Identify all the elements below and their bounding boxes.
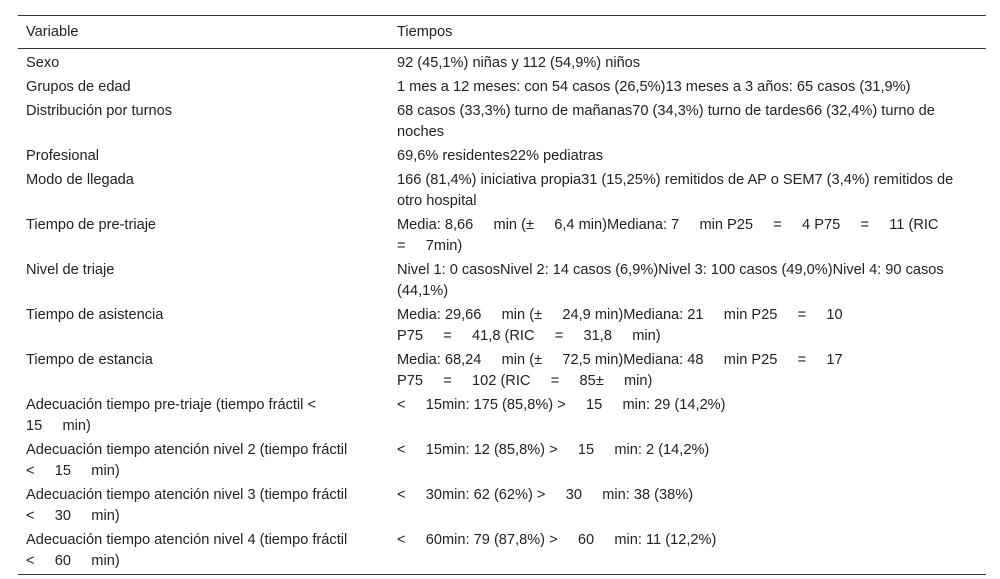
table-row <box>18 484 986 529</box>
cell-tiempos: 1 mes a 12 meses: con 54 casos (26,5%)13 meses a 3 años: 65 casos (31,9%) <box>397 79 911 95</box>
cell-variable: Adecuación tiempo pre-triaje (tiempo fráctil < 15 min) <box>26 397 337 434</box>
table-row <box>18 49 986 77</box>
results-table <box>18 15 986 575</box>
cell-variable: Profesional <box>26 148 100 164</box>
cell-variable: Adecuación tiempo atención nivel 4 (tiempo fráctil < 60 min) <box>18 529 389 575</box>
table-row <box>18 169 986 214</box>
cell-tiempos: < 60min: 79 (87,8%) > 60 min: 11 (12,2%) <box>389 529 986 575</box>
table-row <box>18 304 986 349</box>
table-row <box>18 259 986 304</box>
table-row <box>18 349 986 394</box>
cell-variable: Tiempo de asistencia <box>26 307 164 323</box>
cell-tiempos: Media: 68,24 min (± 72,5 min)Mediana: 48 min P25 = 17 P75 = 102 (RIC = 85± min) <box>397 352 843 389</box>
results-table-container <box>18 15 986 575</box>
table-row <box>18 145 986 169</box>
cell-variable: Tiempo de estancia <box>26 352 153 368</box>
cell-tiempos: 166 (81,4%) iniciativa propia31 (15,25%) remitidos de AP o SEM7 (3,4%) remitidos de otro hospital <box>397 172 958 209</box>
table-row <box>18 529 986 575</box>
cell-tiempos: 92 (45,1%) niñas y 112 (54,9%) niños <box>397 55 641 71</box>
cell-tiempos: Media: 8,66 min (± 6,4 min)Mediana: 7 min P25 = 4 P75 = 11 (RIC = 7min) <box>397 217 959 254</box>
cell-tiempos: 68 casos (33,3%) turno de mañanas70 (34,3%) turno de tardes66 (32,4%) turno de noches <box>397 103 939 140</box>
header-variable: Variable <box>18 16 389 49</box>
cell-variable: Grupos de edad <box>26 79 131 95</box>
cell-variable: Modo de llegada <box>26 172 134 188</box>
header-tiempos: Tiempos <box>389 16 986 49</box>
cell-variable: Sexo <box>26 55 60 71</box>
cell-tiempos: < 15min: 175 (85,8%) > 15 min: 29 (14,2%) <box>397 397 726 413</box>
cell-variable: Tiempo de pre-triaje <box>26 217 157 233</box>
cell-tiempos: 69,6% residentes22% pediatras <box>397 148 604 164</box>
cell-tiempos: < 30min: 62 (62%) > 30 min: 38 (38%) <box>397 487 694 503</box>
table-row <box>18 100 986 145</box>
cell-tiempos: Nivel 1: 0 casosNivel 2: 14 casos (6,9%)Nivel 3: 100 casos (49,0%)Nivel 4: 90 casos (44,1%) <box>397 262 948 299</box>
table-row <box>18 214 986 259</box>
table-row <box>18 439 986 484</box>
cell-tiempos: < 15min: 12 (85,8%) > 15 min: 2 (14,2%) <box>397 442 710 458</box>
table-header-row <box>18 16 986 49</box>
cell-variable: Adecuación tiempo atención nivel 2 (tiempo fráctil < 15 min) <box>26 442 352 479</box>
cell-variable: Distribución por turnos <box>26 103 173 119</box>
cell-variable: Nivel de triaje <box>26 262 115 278</box>
table-row <box>18 394 986 439</box>
cell-tiempos: Media: 29,66 min (± 24,9 min)Mediana: 21 min P25 = 10 P75 = 41,8 (RIC = 31,8 min) <box>397 307 843 344</box>
cell-variable: Adecuación tiempo atención nivel 3 (tiempo fráctil < 30 min) <box>26 487 352 524</box>
table-row <box>18 76 986 100</box>
